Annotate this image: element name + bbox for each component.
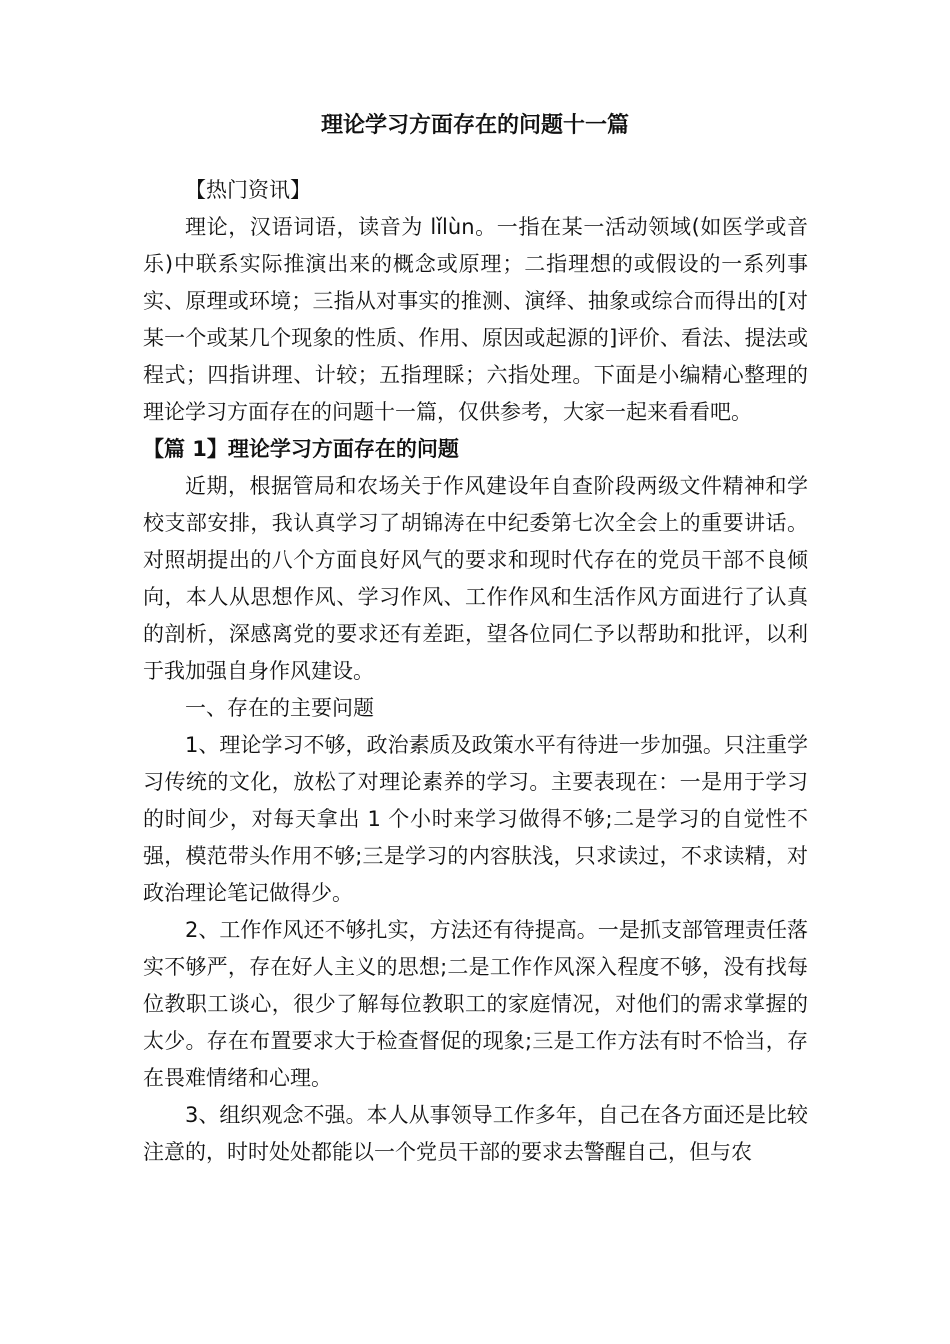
hot-news-tag: 【热门资讯】 [185, 178, 311, 202]
intro-paragraph: 理论，汉语词语，读音为 lǐlùn。一指在某一活动领域(如医学或音乐)中联系实际推演出来的概念或原理；二指理想的或假设的一系列事实、原理或环境；三指从对事实的推测、演绎、抽象或综合而得出的[对某一个或某几个现象的性质、作用、原因或起源的]评价、看法、提法或程式；四指讲理、计较；五指理睬；六指处理。下面是小编精心整理的理论学习方面存在的问题十一篇，仅供参考，大家一起来看看吧。 [143, 215, 808, 424]
body-paragraph: 2、工作作风还不够扎实，方法还有待提高。一是抓支部管理责任落实不够严，存在好人主义的思想;二是工作作风深入程度不够，没有找每位教职工谈心，很少了解每位教职工的家庭情况，对他们的需求掌握的太少。存在布置要求大于检查督促的现象;三是工作方法有时不恰当，存在畏难情绪和心理。 [143, 918, 808, 1090]
body-paragraph: 3、组织观念不强。本人从事领导工作多年，自己在各方面还是比较注意的，时时处处都能以一个党员干部的要求去警醒自己，但与农 [143, 1103, 808, 1164]
body-paragraph: 近期，根据管局和农场关于作风建设年自查阶段两级文件精神和学校支部安排，我认真学习了胡锦涛在中纪委第七次全会上的重要讲话。对照胡提出的八个方面良好风气的要求和现时代存在的党员干部不良倾向，本人从思想作风、学习作风、工作作风和生活作风方面进行了认真的剖析，深感离党的要求还有差距，望各位同仁予以帮助和批评，以利于我加强自身作风建设。 [143, 474, 808, 683]
subheading: 一、存在的主要问题 [185, 696, 374, 720]
document-body [143, 172, 808, 1171]
section-heading: 【篇 1】理论学习方面存在的问题 [143, 437, 459, 461]
body-paragraph: 1、理论学习不够，政治素质及政策水平有待进一步加强。只注重学习传统的文化，放松了对理论素养的学习。主要表现在：一是用于学习的时间少，对每天拿出 1 个小时来学习做得不够;二是学习的自觉性不强，模范带头作用不够;三是学习的内容肤浅，只求读过，不求读精，对政治理论笔记做得少。 [143, 733, 808, 905]
document-title: 理论学习方面存在的问题十一篇 [320, 113, 629, 138]
